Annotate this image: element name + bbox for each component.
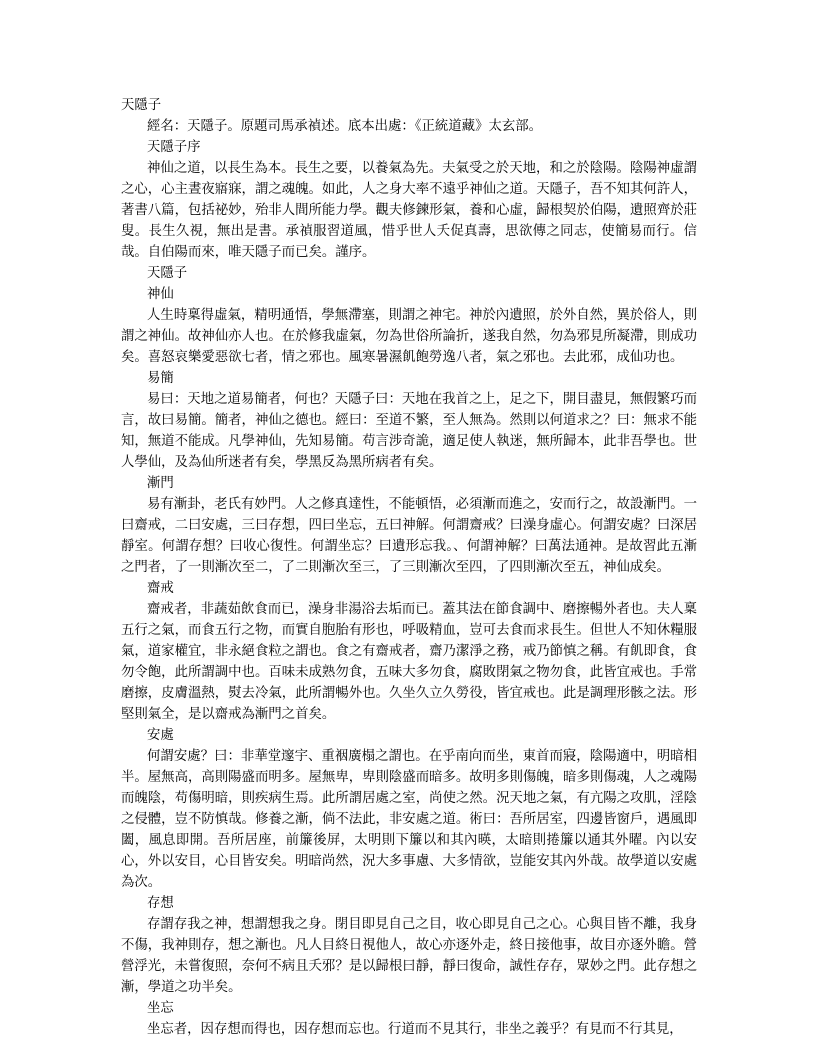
document-page xyxy=(121,95,697,1040)
section-text: 神仙之道，以長生為本。長生之要，以養氣為先。夫氣受之於天地，和之於陰陽。陰陽神虛謂之心，心主晝夜寤寐，謂之魂魄。如此，人之身大率不遠乎神仙之道。天隱子，吾不知其何許人，著書八篇，包括祕妙，殆非人間所能力學。觀夫修鍊形氣，養和心虛，歸根契於伯陽，遺照齊於莊叟。長生久視，無出是書。承禎服習道風，惜乎世人夭促真壽，思欲傳之同志，使簡易而行。信哉。自伯陽而來，唯天隱子而已矣。謹序。 xyxy=(121,161,697,260)
section-main-title xyxy=(121,263,697,284)
section-text: 易有漸卦，老氏有妙門。人之修真達性，不能頓悟，必須漸而進之，安而行之，故設漸門。一曰齋戒，二曰安處，三曰存想，四曰坐忘，五曰神解。何謂齋戒？曰澡身虛心。何謂安處？曰深居靜室。何謂存想？曰收心復性。何謂坐忘？曰遺形忘我。、何謂神解？曰萬法通神。是故習此五漸之門者，了一則漸次至二，了二則漸次至三，了三則漸次至四，了四則漸次至五，神仙成矣。 xyxy=(121,497,697,575)
section-zhaijie xyxy=(121,578,697,725)
section-heading: 漸門 xyxy=(147,476,174,491)
section-shenxian xyxy=(121,284,697,368)
section-text: 坐忘者，因存想而得也，因存想而忘也。行道而不見其行，非坐之義乎？有見而不行其見， xyxy=(147,1022,683,1037)
section-text: 人生時稟得虛氣，精明通悟，學無滯塞，則謂之神宅。神於內遺照，於外自然，異於俗人，則謂之神仙。故神仙亦人也。在於修我虛氣，勿為世俗所論折，遂我自然，勿為邪見所凝滯，則成功矣。喜怒哀樂愛惡欲七者，情之邪也。風寒暑濕飢飽勞逸八者，氣之邪也。去此邪，成仙功也。 xyxy=(121,308,697,365)
section-heading: 天隱子 xyxy=(147,266,188,281)
section-heading: 安處 xyxy=(147,728,174,743)
section-text: 齋戒者，非蔬茹飲食而已，澡身非湯浴去垢而已。蓋其法在節食調中、磨擦暢外者也。夫人稟五行之氣，而食五行之物，而實自胞胎有形也，呼吸精血，豈可去食而求長生。但世人不知休糧服氣，道家權宜，非永絕食粒之謂也。食之有齋戒者，齋乃潔淨之務，戒乃節慎之稱。有飢即食，食勿令飽，此所謂調中也。百味未成熟勿食，五味大多勿食，腐敗閉氣之物勿食，此皆宜戒也。手常磨擦，皮膚溫熱，熨去冷氣，此所謂暢外也。久坐久立久勞役，皆宜戒也。此是調理形骸之法。形堅則氣全，是以齋戒為漸門之首矣。 xyxy=(121,602,697,722)
section-cunxiang xyxy=(121,893,697,998)
section-heading: 存想 xyxy=(147,896,174,911)
section-anchu xyxy=(121,725,697,893)
section-zuowang xyxy=(121,998,697,1040)
section-text: 何謂安處？曰：非華堂邃宇、重裀廣榻之謂也。在乎南向而坐，東首而寢，陰陽適中，明暗相半。屋無高，高則陽盛而明多。屋無卑，卑則陰盛而暗多。故明多則傷魄，暗多則傷魂，人之魂陽而魄陰，苟傷明暗，則疾病生焉。此所謂居處之室，尚使之然。況天地之氣，有亢陽之攻肌，淫陰之侵體，豈不防慎哉。修養之漸，倘不法此，非安處之道。術曰：吾所居室，四邊皆窗戶，遇風即闔，風息即開。吾所居座，前簾後屏，太明則下簾以和其內暎，太暗則捲簾以通其外曜。內以安心，外以安目，心目皆安矣。明暗尚然，況大多事慮、大多情欲，豈能安其內外哉。故學道以安處為次。 xyxy=(121,749,697,890)
section-jianmen xyxy=(121,473,697,578)
section-heading: 神仙 xyxy=(147,287,174,302)
section-preface xyxy=(121,137,697,263)
section-text: 易曰：天地之道易簡者，何也？天隱子曰：天地在我首之上，足之下，開目盡見，無假繁巧而言，故曰易簡。簡者，神仙之德也。經曰：至道不繁，至人無為。然則以何道求之？曰：無求不能知，無道不能成。凡學神仙，先知易簡。苟言涉奇詭，適足使人執迷，無所歸本，此非吾學也。世人學仙，及為仙所迷者有矣，學黑反為黑所病者有矣。 xyxy=(121,392,697,470)
document-meta: 經名：天隱子。原題司馬承禎述。底本出處：《正統道藏》太玄部。 xyxy=(147,119,543,134)
section-text: 存謂存我之神，想謂想我之身。閉目即見自己之目，收心即見自己之心。心與目皆不離，我身不傷，我神則存，想之漸也。凡人目終日視他人，故心亦逐外走，終日接他事，故目亦逐外瞻。營營浮光，未嘗復照，奈何不病且夭邪？是以歸根曰靜，靜曰復命，誠性存存，眾妙之門。此存想之漸，學道之功半矣。 xyxy=(121,917,697,995)
section-yijian xyxy=(121,368,697,473)
section-heading: 易簡 xyxy=(147,371,174,386)
section-heading: 天隱子序 xyxy=(147,140,201,155)
section-heading: 齋戒 xyxy=(147,581,174,596)
document-title: 天隱子 xyxy=(121,98,162,113)
section-heading: 坐忘 xyxy=(147,1001,174,1016)
